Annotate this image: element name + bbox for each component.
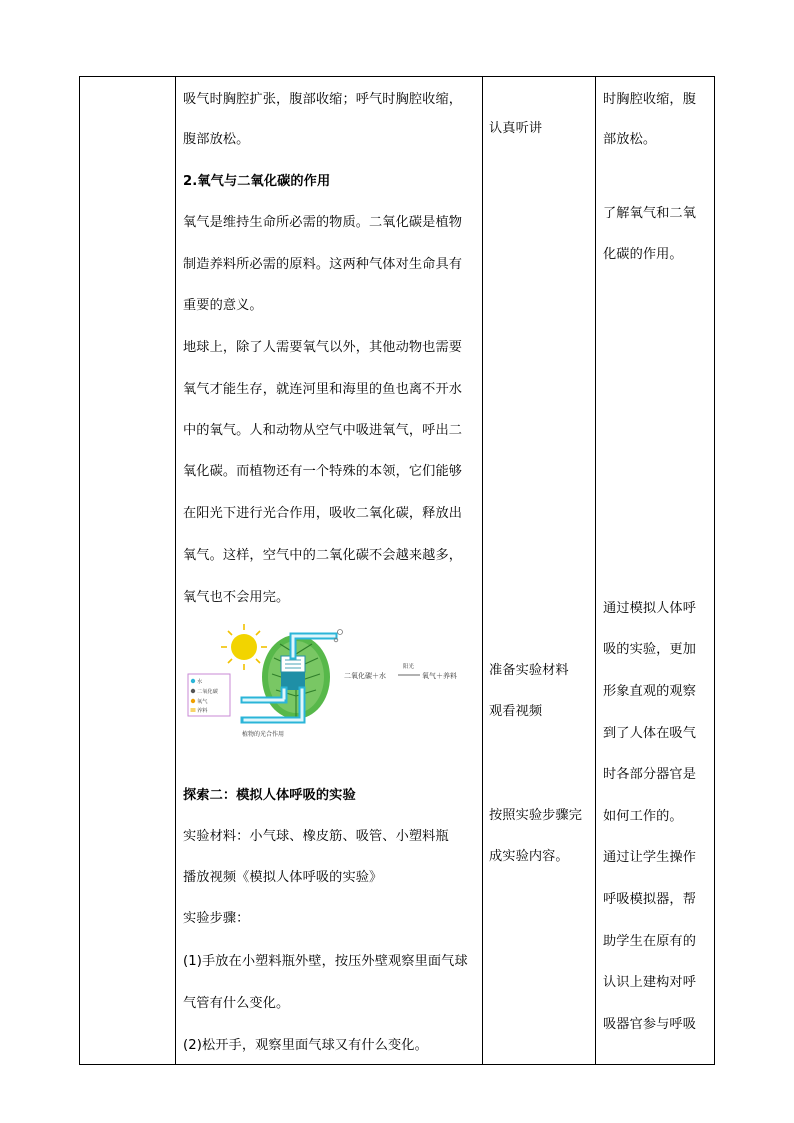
table-column-divider [175, 76, 176, 1065]
step1-line-2: 气管有什么变化。 [183, 996, 290, 1011]
table-column-divider [482, 76, 483, 1065]
equation-condition: 阳光 [403, 664, 415, 670]
intent3-line-2: 吸的实验，更加 [603, 642, 697, 657]
activity-prepare-line-1: 准备实验材料 [489, 663, 569, 678]
oxygen-line-3: 重要的意义。 [183, 298, 263, 313]
step1-line-1: (1)手放在小塑料瓶外壁，按压外壁观察里面气球 [183, 954, 468, 969]
breathing-line-2: 腹部放松。 [183, 132, 250, 147]
legend-nutrient: 养料 [197, 708, 208, 714]
photosynthesis-figure [184, 622, 466, 742]
oxygen-line-2: 制造养料所必需的原料。这两种气体对生命具有 [183, 257, 463, 272]
activity-prepare-line-2: 观看视频 [489, 704, 543, 719]
earth-line-7: 氧气也不会用完。 [183, 590, 290, 605]
intent4-line-2: 呼吸模拟器，帮 [603, 892, 697, 907]
intent1-line-1: 时胸腔收缩，腹 [603, 92, 697, 107]
materials-line: 实验材料：小气球、橡皮筋、吸管、小塑料瓶 [183, 829, 449, 844]
intent4-line-5: 吸器官参与呼吸 [603, 1017, 697, 1032]
intent3-line-6: 如何工作的。 [603, 809, 683, 824]
earth-line-5: 在阳光下进行光合作用，吸收二氧化碳，释放出 [183, 506, 463, 521]
legend-water: 水 [197, 679, 203, 685]
table-right-border [714, 76, 715, 1065]
legend-co2: 二氧化碳 [197, 689, 218, 695]
intent2-line-1: 了解氧气和二氧 [603, 206, 697, 221]
sun-icon [221, 624, 267, 670]
activity-listen: 认真听讲 [489, 121, 543, 136]
intent3-line-3: 形象直观的观察 [603, 684, 697, 699]
table-column-divider [595, 76, 596, 1065]
intent4-line-3: 助学生在原有的 [603, 934, 697, 949]
intent3-line-4: 到了人体在吸气 [603, 726, 697, 741]
intent4-line-1: 通过让学生操作 [603, 850, 697, 865]
equation-products: 氧气＋养料 [422, 672, 457, 680]
chloroplast-machine-icon [281, 656, 305, 690]
legend-oxygen: 氧气 [197, 699, 208, 705]
equation-reactants: 二氧化碳＋水 [344, 672, 386, 680]
activity-follow-line-2: 成实验内容。 [489, 849, 569, 864]
section-heading-oxygen: 2.氧气与二氧化碳的作用 [183, 174, 331, 189]
photosynthesis-illustration [184, 622, 466, 742]
figure-caption: 植物的光合作用 [242, 731, 285, 738]
video-line: 播放视频《模拟人体呼吸的实验》 [183, 870, 383, 885]
earth-line-1: 地球上，除了人需要氧气以外，其他动物也需要 [183, 340, 463, 355]
intent2-line-2: 化碳的作用。 [603, 247, 683, 262]
step2-line: (2)松开手，观察里面气球又有什么变化。 [183, 1038, 428, 1053]
steps-label: 实验步骤： [183, 911, 250, 926]
section-heading-explore: 探索二：模拟人体呼吸的实验 [183, 788, 356, 803]
earth-line-3: 中的氧气。人和动物从空气中吸进氧气，呼出二 [183, 423, 463, 438]
intent3-line-1: 通过模拟人体呼 [603, 601, 697, 616]
earth-line-4: 氧化碳。而植物还有一个特殊的本领，它们能够 [183, 464, 463, 479]
breathing-line-1: 吸气时胸腔扩张，腹部收缩；呼气时胸腔收缩， [183, 92, 463, 107]
earth-line-6: 氧气。这样，空气中的二氧化碳不会越来越多， [183, 548, 463, 563]
oxygen-line-1: 氧气是维持生命所必需的物质。二氧化碳是植物 [183, 215, 463, 230]
earth-line-2: 氧气才能生存，就连河里和海里的鱼也离不开水 [183, 382, 463, 397]
intent4-line-4: 认识上建构对呼 [603, 975, 697, 990]
activity-follow-line-1: 按照实验步骤完 [489, 808, 583, 823]
intent3-line-5: 时各部分器官是 [603, 767, 697, 782]
table-left-border [79, 76, 80, 1065]
intent1-line-2: 部放松。 [603, 132, 657, 147]
